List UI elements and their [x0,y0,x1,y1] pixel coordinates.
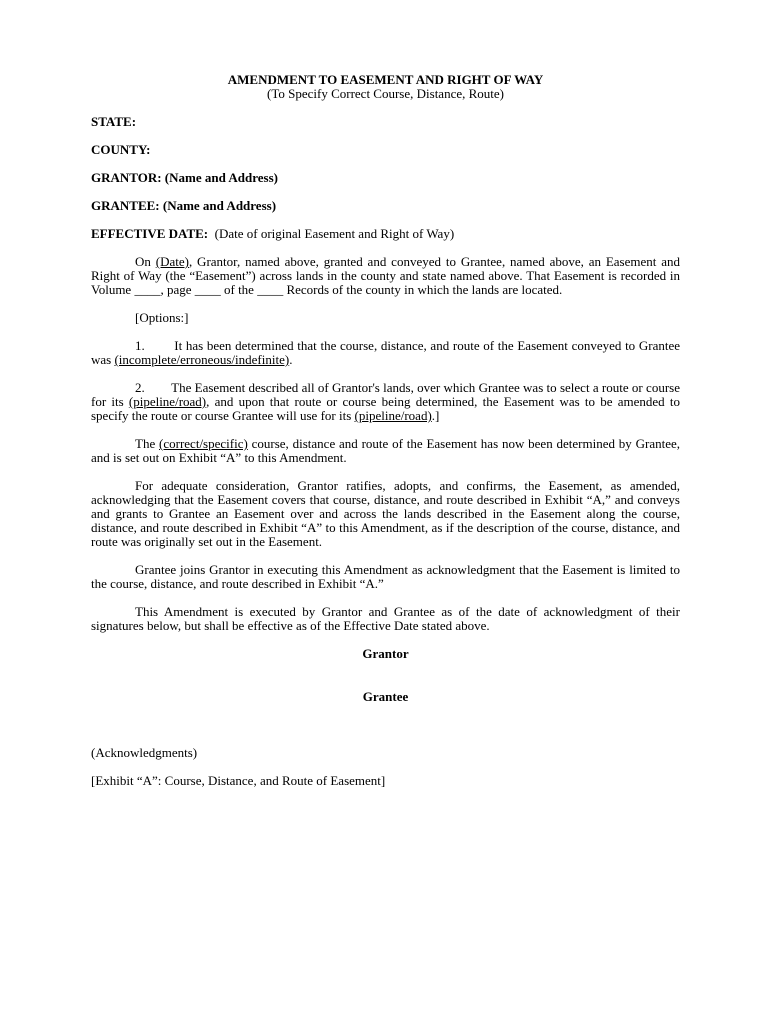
option-2-paragraph [91,381,680,423]
grant-paragraph-pre: On [135,254,156,269]
option-2-placeholder-2: (pipeline/road) [354,408,432,423]
executed-paragraph: This Amendment is executed by Grantor and Grantee as of the date of acknowledgment of their signatures below, but shall be effective as of the Effective Date stated above. [91,604,680,633]
effective-date-label: EFFECTIVE DATE: [91,226,209,241]
county-field: COUNTY: [91,142,151,157]
effective-date-field [91,227,680,241]
joins-paragraph: Grantee joins Grantor in executing this Amendment as acknowledgment that the Easement is limited to the course, distance, and route described in Exhibit “A.” [91,562,680,591]
option-2-pre: The Easement described all of Grantor's lands, over which Grantee was to select a route or course for its [91,380,680,409]
effective-date-value: (Date of original Easement and Right of Way) [214,226,455,241]
option-2-placeholder-1: (pipeline/road) [128,394,207,409]
exhibit-note: [Exhibit “A”: Course, Distance, and Route of Easement] [91,773,386,788]
grantor-signature-label: Grantor [362,646,409,661]
state-field: STATE: [91,114,137,129]
grant-paragraph-post: , Grantor, named above, granted and conveyed to Grantee, named above, an Easement and Right of Way (the “Easement”) across lands in the county and state named above. That Easement is recorded in Volume ____, page ____ of the ____ Records of the county in which the lands are located. [91,254,680,297]
option-2-post: .] [431,408,440,423]
option-1-pre: It has been determined that the course, distance, and route of the Easement conveyed to Grantee was [91,338,681,367]
option-2-mid: , and upon that route or course being determined, the Easement was to be amended to specify the route or course Grantee will use for its [91,394,680,423]
document-subtitle: (To Specify Correct Course, Distance, Route) [267,86,504,101]
options-heading: [Options:] [135,310,189,325]
document-title: AMENDMENT TO EASEMENT AND RIGHT OF WAY [227,72,544,87]
option-1-number: 1. [135,338,145,353]
document-page [91,73,680,802]
option-1-post: . [289,352,293,367]
option-2-number: 2. [135,380,145,395]
grant-paragraph [91,255,680,297]
grantor-field: GRANTOR: (Name and Address) [91,170,278,185]
consideration-paragraph: For adequate consideration, Grantor ratifies, adopts, and confirms, the Easement, as amended, acknowledging that the Easement covers that course, distance, and route described in Exhibit “A,” and conveys and grants to Grantee an Easement over and across the lands described in the Easement along the course, distance, and route described in Exhibit “A” to this Amendment, as if the description of the course, distance, and route was originally set out in the Easement. [91,478,680,549]
grantee-signature-label: Grantee [362,689,409,704]
determined-paragraph [91,437,680,465]
determined-pre: The [135,436,160,451]
determined-post: course, distance and route of the Easement has now been determined by Grantee, and is set out on Exhibit “A” to this Amendment. [91,436,680,465]
option-1-placeholder: (incomplete/erroneous/indefinite) [114,352,290,367]
grantee-field: GRANTEE: (Name and Address) [91,198,277,213]
acknowledgments-note: (Acknowledgments) [91,745,198,760]
grant-date-placeholder: (Date) [155,254,189,269]
determined-placeholder: (correct/specific) [159,436,248,451]
option-1-paragraph [91,339,680,367]
